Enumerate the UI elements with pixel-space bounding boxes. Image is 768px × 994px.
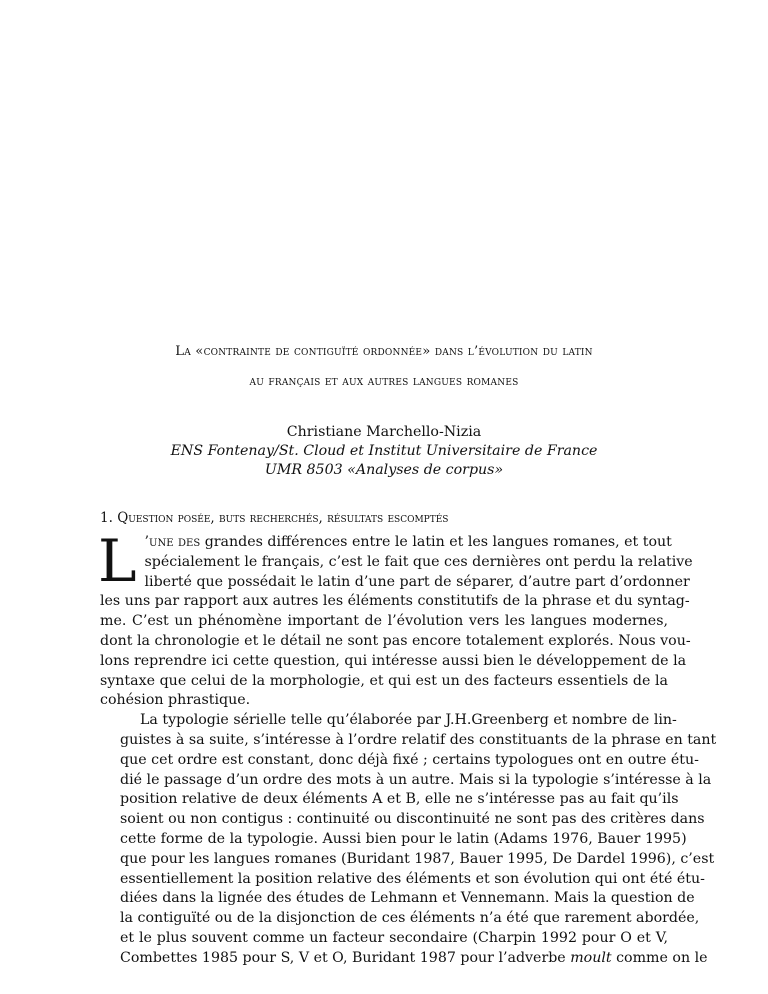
body-line-text: Combettes 1985 pour S, V et O, Buridant 1987 pour l’adverbe (120, 949, 571, 966)
drop-cap: L (98, 527, 137, 595)
body-line: les uns par rapport aux autres les éléments constitutifs de la phrase et du syntag- (100, 593, 690, 610)
body-line: ’une des grandes différences entre le latin et les langues romanes, et tout (144, 534, 672, 550)
italic-term: moult (570, 949, 612, 966)
body-line: essentiellement la position relative des éléments et son évolution qui ont été étu- (120, 870, 705, 887)
author-affiliation: ENS Fontenay/St. Cloud et Institut Universitaire de France (170, 443, 598, 459)
body-line: spécialement le français, c’est le fait que ces dernières ont perdu la relative (144, 553, 693, 570)
body-line: La typologie sérielle telle qu’élaborée par J.H.Greenberg et nombre de lin- (140, 712, 677, 729)
paragraph-1 (98, 527, 693, 711)
section-number: 1. (100, 510, 113, 526)
body-line: que pour les langues romanes (Buridant 1987, Bauer 1995, De Dardel 1996), c’est (120, 850, 715, 867)
body-line: lons reprendre ici cette question, qui intéresse aussi bien le développement de la (100, 652, 687, 669)
title-line-2: au français et aux autres langues romanes (249, 374, 519, 389)
body-line: et le plus souvent comme un facteur secondaire (Charpin 1992 pour O et V, (120, 929, 668, 946)
article-body (98, 527, 717, 969)
author-unit: UMR 8503 «Analyses de corpus» (264, 462, 504, 478)
body-line: la contiguïté ou de la disjonction de ces éléments n’a été que rarement abordée, (120, 910, 700, 927)
author-name: Christiane Marchello-Nizia (286, 424, 482, 440)
body-line: dié le passage d’un ordre des mots à un autre. Mais si la typologie s’intéresse à la (120, 771, 712, 788)
body-line: cohésion phrastique. (100, 692, 251, 709)
body-line: soient ou non contigus : continuité ou discontinuité ne sont pas des critères dans (120, 811, 705, 828)
section-heading (100, 510, 668, 526)
paragraph-2 (100, 711, 717, 968)
section-title: Question posée, buts recherchés, résultats escomptés (117, 510, 449, 526)
body-line-final (100, 949, 708, 969)
body-line: syntaxe que celui de la morphologie, et qui est un des facteurs essentiels de la (100, 672, 668, 689)
body-line: me. C’est un phénomène important de l’évolution vers les langues modernes, (100, 613, 668, 630)
body-line: cette forme de la typologie. Aussi bien pour le latin (Adams 1976, Bauer 1995) (120, 830, 687, 847)
body-line: liberté que possédait le latin d’une part de séparer, d’autre part d’ordonner (144, 573, 690, 590)
body-line: que cet ordre est constant, donc déjà fixé ; certains typologues ont en outre étu- (120, 751, 699, 768)
body-line: position relative de deux éléments A et B, elle ne s’intéresse pas au fait qu’ils (120, 791, 679, 808)
body-line-tail: comme on le (611, 949, 708, 966)
body-line: dont la chronologie et le détail ne sont pas encore totalement explorés. Nous vou- (100, 632, 691, 649)
body-line: diées dans la lignée des études de Lehmann et Vennemann. Mais la question de (120, 890, 695, 907)
author-block (100, 423, 668, 480)
article-title (100, 337, 668, 397)
body-line: guistes à sa suite, s’intéresse à l’ordre relatif des constituants de la phrase en tant (120, 731, 717, 748)
title-line-1: La «contrainte de contiguïté ordonnée» dans l’évolution du latin (175, 344, 593, 359)
lead-in-smallcaps: ’une des (144, 534, 201, 550)
